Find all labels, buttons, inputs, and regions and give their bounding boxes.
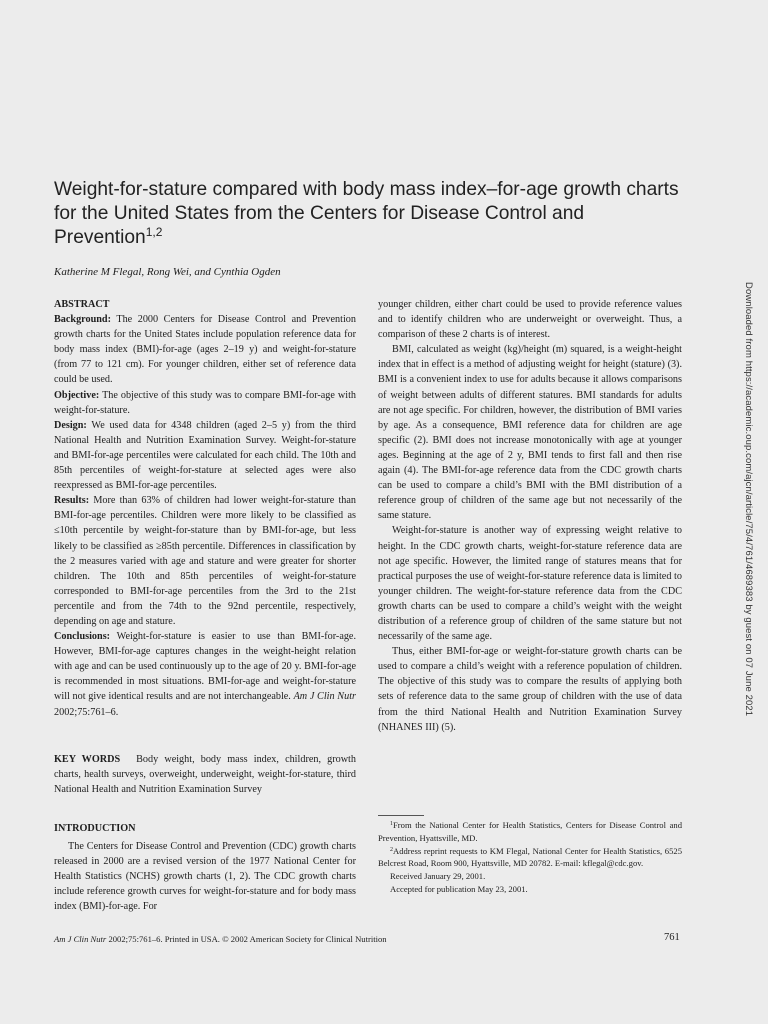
objective-text: The objective of this study was to compare BMI-for-age with weight-for-stature. xyxy=(54,389,357,416)
footnote-2 xyxy=(378,845,682,871)
keywords xyxy=(54,752,356,797)
abstract-objective xyxy=(54,388,356,418)
keywords-section xyxy=(54,752,356,797)
introduction-paragraph-3: Weight-for-stature is another way of expressing weight relative to height. In the CDC growth charts, weight-for-stature reference data are not age specific. However, the limited range of statures means that for practical purposes the use of weight-for-stature reference data is limited to younger children. The weight-for-stature reference data from the CDC growth charts can be used to compare a child’s weight with the weight distribution of a reference group of children of the same stature but not necessarily of the same age. xyxy=(378,525,682,643)
design-label: Design: xyxy=(54,419,87,431)
page-number: 761 xyxy=(664,932,680,943)
introduction-paragraph-4: Thus, either BMI-for-age or weight-for-stature growth charts can be used to compare a child’s weight with a reference population of children. The objective of this study was to compare the results of applying both sets of reference data to the same group of children with the use of data from the third National Health and Nutrition Examination Survey (NHANES III) (5). xyxy=(378,646,682,733)
abstract-results xyxy=(54,493,356,629)
introduction-heading: INTRODUCTION xyxy=(54,823,136,834)
abstract-citation-journal: Am J Clin Nutr xyxy=(293,691,356,703)
footnote-2-text: Address reprint requests to KM Flegal, National Center for Health Statistics, 6525 Belcrest Road, Room 900, Hyattsville, MD 20782. E-mail: kflegal@cdc.gov. xyxy=(378,845,682,869)
keywords-label: KEY WORDS xyxy=(54,754,121,765)
results-label: Results: xyxy=(54,495,90,507)
introduction-section xyxy=(54,821,356,915)
page-footer xyxy=(54,933,387,945)
introduction-paragraph-1-continued: younger children, either chart could be used to provide reference values and to identify children who are underweight or overweight. Thus, a comparison of these 2 charts is of interest. xyxy=(378,299,682,341)
abstract-section xyxy=(54,297,356,720)
title-superscript: 1,2 xyxy=(145,225,163,239)
footnote-1 xyxy=(378,819,682,845)
abstract-citation-detail: 2002;75:761–6. xyxy=(54,706,119,718)
abstract-heading: ABSTRACT xyxy=(54,299,110,310)
background-label: Background: xyxy=(54,314,111,326)
footer-text: 2002;75:761–6. Printed in USA. © 2002 American Society for Clinical Nutrition xyxy=(108,934,387,944)
conclusions-text: Weight-for-stature is easier to use than BMI-for-age. However, BMI-for-age captures changes in the weight-height relation with age and can be used continuously up to the age of 20 y. BMI-for-age is recommended in most situations. BMI-for-age and weight-for-stature will not give identical results and are not interchangeable. xyxy=(54,631,356,703)
abstract-background xyxy=(54,312,356,387)
abstract-design xyxy=(54,418,356,493)
author-list: Katherine M Flegal, Rong Wei, and Cynthia Ogden xyxy=(54,266,281,278)
footnote-1-marker: 1 xyxy=(390,821,393,827)
footnote-divider xyxy=(378,815,424,816)
abstract-conclusions xyxy=(54,629,356,720)
title-text: Weight-for-stature compared with body mass index–for-age growth charts for the United States from the Centers for Disease Control and Prevention xyxy=(54,179,679,248)
background-text: The 2000 Centers for Disease Control and Prevention growth charts for the United States include population reference data for body mass index (BMI)-for-age (ages 2–19 y) and weight-for-stature (from 77 to 121 cm). For younger children, either set of reference data could be used. xyxy=(54,314,356,386)
objective-label: Objective: xyxy=(54,389,100,401)
accepted-date: Accepted for publication May 23, 2001. xyxy=(390,883,528,894)
footnote-1-text: From the National Center for Health Statistics, Centers for Disease Control and Prevention, Hyattsville, MD. xyxy=(378,820,682,843)
conclusions-label: Conclusions: xyxy=(54,631,111,643)
introduction-paragraph-2: BMI, calculated as weight (kg)/height (m) squared, is a weight-height index that in effect is a method of adjusting weight for height (stature) (3). BMI is a convenient index to use for adults because it allows comparisons of weight between adults of different statures. BMI standards for adults are not age specific. For children, however, the distribution of BMI varies by age. As a consequence, BMI reference data for children are age specific (2). BMI does not increase monotonically with age at younger ages. Beginning at the age of 2 y, BMI tends to first fall and then rise again (4). The BMI-for-age reference data from the CDC growth charts can be used to compare a child’s BMI with the BMI distribution of a reference group of children of the same age but not necessarily of the same stature. xyxy=(378,344,682,522)
footnotes xyxy=(378,819,682,896)
received-date: Received January 29, 2001. xyxy=(390,871,486,882)
right-column-body xyxy=(378,297,682,735)
design-text: We used data for 4348 children (aged 2–5 y) from the third National Health and Nutrition Examination Survey. Weight-for-stature and BMI-for-age percentiles were calculated for each child. The 10th and 85th percentiles of weight-for-stature at selected ages were also reexpressed as BMI-for-age percentiles. xyxy=(54,419,356,492)
download-stamp: Downloaded from https://academic.oup.com/ajcn/article/75/4/761/4689383 by guest on 07 June 2021 xyxy=(743,282,754,717)
footer-journal: Am J Clin Nutr xyxy=(54,934,107,944)
article-title xyxy=(54,178,694,250)
keywords-text: Body weight, body mass index, children, growth charts, health surveys, overweight, underweight, weight-for-stature, third National Health and Nutrition Examination Survey xyxy=(54,754,356,796)
results-text: More than 63% of children had lower weight-for-stature than BMI-for-age percentiles. Children were more likely to be classified as ≤10th percentile by weight-for-stature than by BMI-for-age, but less likely to be classified as ≥85th percentile. Differences in classification by the 2 measures varied with age and stature and were greater for shorter children. The 10th and 85th percentiles of weight-for-stature corresponded to BMI-for-age percentiles from the 3rd to the 21st percentile and from the 74th to the 92nd percentile, respectively, depending on age and stature. xyxy=(54,495,356,627)
introduction-paragraph-1: The Centers for Disease Control and Prevention (CDC) growth charts released in 2000 are a revised version of the 1977 National Center for Health Statistics (NCHS) growth charts (1, 2). The CDC growth charts include reference growth curves for weight-for-stature and for body mass index (BMI)-for-age. For xyxy=(54,841,356,913)
footnote-2-marker: 2 xyxy=(390,846,393,853)
